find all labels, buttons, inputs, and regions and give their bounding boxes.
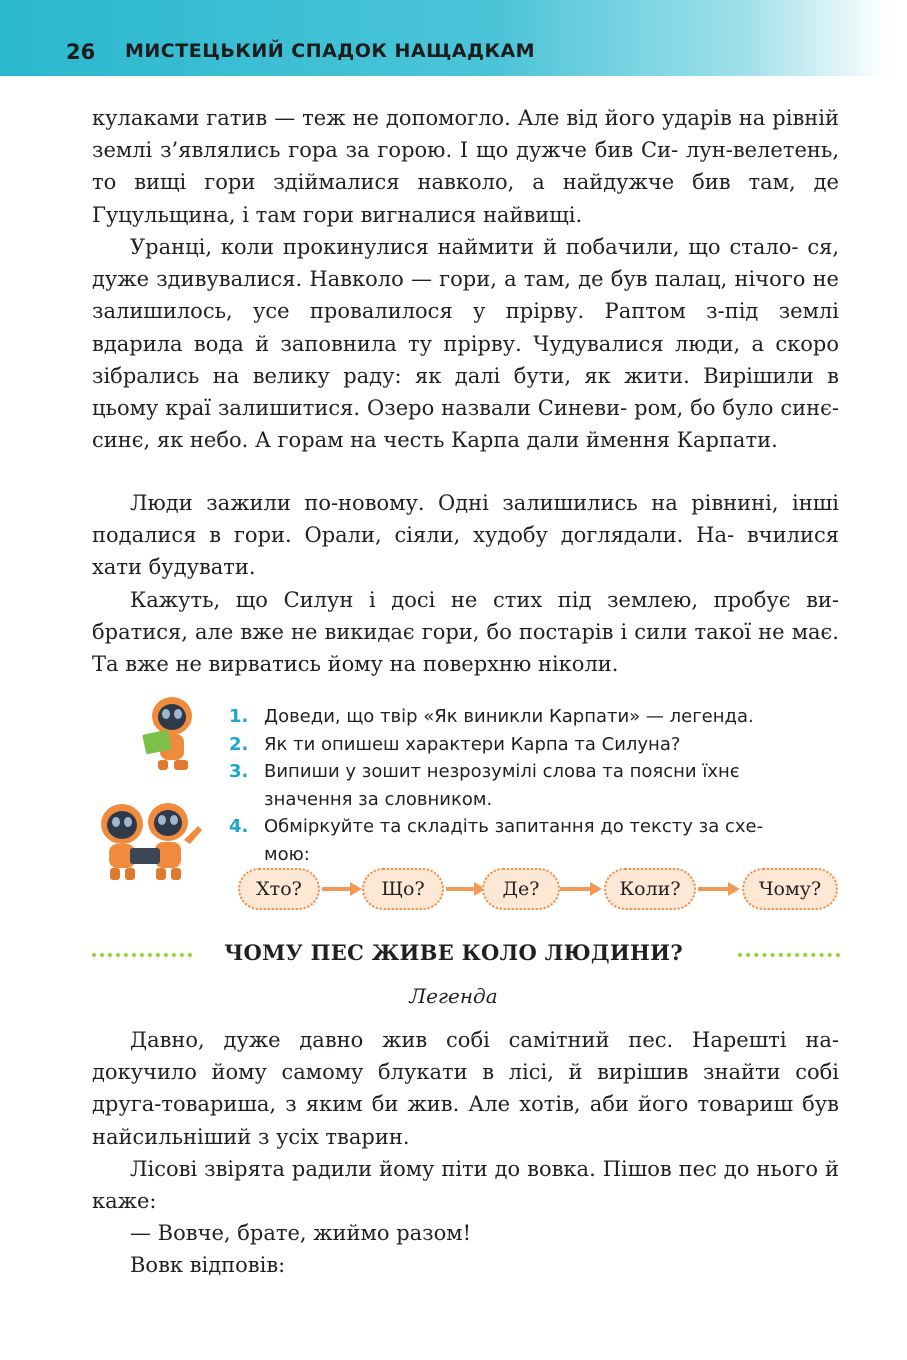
- scheme-item-where: Де?: [482, 868, 560, 910]
- arrow-right-icon: [698, 880, 740, 898]
- section-subtitle: Легенда: [409, 984, 498, 1008]
- two-robots-icon: [92, 800, 208, 882]
- story2-dialogue-line: — Вовче, брате, жиймо разом!: [130, 1221, 472, 1245]
- robot-reading-icon: [138, 694, 200, 774]
- story1-paragraph-2: Уранці, коли прокинулися наймити й побачили, що стало- ся, дуже здивувалися. Навколо — гори, а там, де був палац, нічого не залишилось, усе провалилося у прірву. Раптом з-під землі вдарила вода й заповнила ту прірву. Чудувалися люди, а скоро зібрались на велику раду: як далі бути, як жити. Вирішили в цьому краї залишитися. Озеро назвали Синеви- ром, бо було синє-синє, як небо. А горам на честь Карпа дали ймення Карпати.: [92, 235, 839, 453]
- scheme-item-who: Хто?: [238, 868, 320, 910]
- questions-list: [229, 703, 841, 868]
- story2-paragraph-2: Лісові звірята радили йому піти до вовка. Пішов пес до нього й каже:: [92, 1157, 839, 1214]
- story1-paragraph-3: Люди зажили по-новому. Одні залишились на рівнині, інші подалися в гори. Орали, сіяли, худобу доглядали. На- вчилися хати будувати.: [92, 491, 839, 580]
- story1-paragraph-1: кулаками гатив — теж не допомогло. Але від його ударів на рівній землі з’являлись гора за горою. І що дужче бив Си- лун-велетень, то вищі гори здіймалися навколо, а найдужче бив там, де Гуцульщина, і там гори вигналися найвищі.: [92, 106, 839, 227]
- question-item: 1. Доведи, що твір «Як виникли Карпати» — легенда.: [229, 706, 754, 727]
- section-title: ЧОМУ ПЕС ЖИВЕ КОЛО ЛЮДИНИ?: [224, 940, 683, 965]
- question-item: 4. Обміркуйте та складіть запитання до тексту за схе- мою:: [229, 816, 764, 865]
- page-number: 26: [66, 40, 96, 64]
- arrow-right-icon: [322, 880, 362, 898]
- scheme-item-when: Коли?: [604, 868, 696, 910]
- arrow-right-icon: [446, 880, 486, 898]
- story1-paragraph-4: Кажуть, що Силун і досі не стих під землею, пробує ви- братися, але вже не викидає гори, бо постарів і сили такої не має. Та вже не вирватись йому на поверхню ніколи.: [92, 588, 839, 677]
- scheme-item-why: Чому?: [742, 868, 838, 910]
- question-item: 2. Як ти опишеш характери Карпа та Силуна?: [229, 733, 681, 755]
- question-scheme: [238, 868, 840, 914]
- arrow-right-icon: [560, 880, 602, 898]
- question-item: 3. Випиши у зошит незрозумілі слова та поясни їхнє значення за словником.: [229, 761, 740, 810]
- chapter-title: МИСТЕЦЬКИЙ СПАДОК НАЩАДКАМ: [125, 40, 536, 62]
- page-header: [0, 0, 907, 76]
- story2-paragraph-1: Давно, дуже давно жив собі самітний пес. Нарешті на- докучило йому самому блукати в лісі, й вирішив знайти собі друга-товариша, з яким би жив. Але хотів, аби його товариш був найсильніший з усіх тварин.: [92, 1028, 839, 1149]
- story2-paragraph-4: Вовк відповів:: [130, 1253, 286, 1277]
- scheme-item-what: Що?: [362, 868, 444, 910]
